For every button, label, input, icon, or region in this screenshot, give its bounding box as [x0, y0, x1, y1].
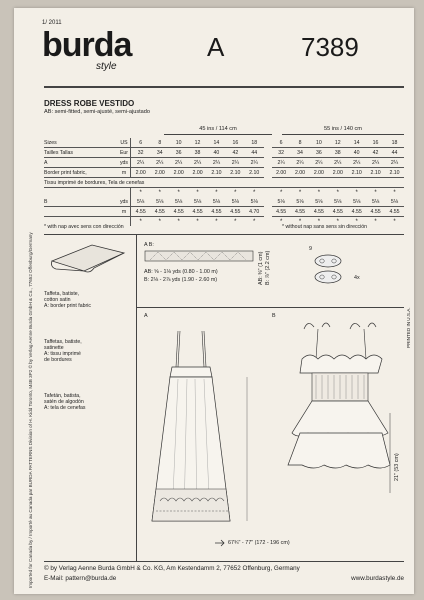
- burda-logo: burda: [42, 26, 132, 64]
- value-cell: 5⅛: [169, 197, 188, 207]
- value-cell: 2.00: [188, 168, 207, 178]
- value-cell: 40: [207, 148, 226, 158]
- nap-star: *: [336, 218, 339, 225]
- pattern-number: 7389: [301, 32, 359, 62]
- tape-length-ab: AB: ⅝ - 1⅛ yds (0.80 - 1.00 m): [144, 269, 218, 275]
- import-notice: Imported for Canada by / Importé au Canada par BURDA PATTERNS Division of H. Kidd Toronto, M4B 3P2 © by Verlag Aenne Burda GmbH & Co., 77652 Offenburg/Germany: [28, 232, 33, 588]
- value-cell: 5⅛: [328, 197, 347, 207]
- view-a-label: A: [144, 313, 148, 319]
- fabric-bolt-icon: [48, 241, 128, 277]
- value-cell: 4.55: [309, 207, 328, 217]
- tape-width-labels: AB: ⅜" (1 cm) B: ⅞" (2.2 cm): [258, 250, 271, 285]
- value-cell: 4.55: [226, 207, 245, 217]
- value-cell: 5⅛: [366, 197, 385, 207]
- value-cell: 36: [169, 148, 188, 158]
- value-cell: 2.00: [328, 168, 347, 178]
- value-cell: 4.55: [385, 207, 404, 217]
- spacer: [264, 168, 272, 178]
- spacer: [264, 207, 272, 217]
- value-cell: 2¼: [385, 158, 404, 168]
- value-cell: 10: [169, 138, 188, 148]
- value-cell: 2¼: [366, 158, 385, 168]
- yardage-row-a: [44, 158, 404, 168]
- value-cell: 2.10: [385, 168, 404, 178]
- size-row-eur: [44, 148, 404, 158]
- unit-label: yds: [118, 197, 131, 207]
- value-cell: 5⅛: [131, 197, 151, 207]
- value-cell: 2¼: [291, 158, 310, 168]
- value-cell: 34: [150, 148, 169, 158]
- nap-star: *: [196, 189, 199, 196]
- value-cell: 42: [366, 148, 385, 158]
- spacer: [264, 158, 272, 168]
- fabric-note: Border print fabric,: [44, 168, 118, 178]
- value-cell: 2.00: [272, 168, 291, 178]
- yardage-row-b: [44, 197, 404, 207]
- unit-label: yds: [118, 158, 131, 168]
- nap-star: *: [298, 218, 302, 225]
- snap-count: 4x: [354, 275, 360, 281]
- value-cell: 5⅛: [291, 197, 310, 207]
- fabric-note: [44, 207, 118, 217]
- nap-star: *: [279, 218, 283, 225]
- value-cell: 36: [309, 148, 328, 158]
- value-cell: 4.55: [328, 207, 347, 217]
- value-cell: 5⅛: [188, 197, 207, 207]
- view-b-label: B: [272, 313, 276, 319]
- value-cell: 5⅛: [272, 197, 291, 207]
- issue-date: 1/ 2011: [42, 20, 62, 26]
- fabric-note: Tissu imprimé de bordures, Tela de cenefas: [44, 178, 404, 188]
- garment-title: DRESS ROBE VESTIDO: [44, 99, 135, 108]
- value-cell: 5⅛: [207, 197, 226, 207]
- printed-in-notice: PRINTED IN U.S.A.: [406, 307, 411, 348]
- value-cell: 18: [385, 138, 404, 148]
- value-cell: 44: [245, 148, 264, 158]
- unit-label: Eur: [118, 148, 131, 158]
- nap-star: *: [253, 218, 256, 225]
- pattern-envelope-back: [14, 8, 414, 594]
- spacer: [264, 138, 272, 148]
- value-cell: 2.00: [309, 168, 328, 178]
- value-cell: 8: [150, 138, 169, 148]
- nap-star: *: [215, 189, 218, 196]
- value-cell: 2.00: [291, 168, 310, 178]
- meters-row-b: [44, 207, 404, 217]
- contact-email: E-Mail: pattern@burda.de: [44, 575, 117, 582]
- value-cell: 2¼: [131, 158, 151, 168]
- nap-star: *: [158, 189, 161, 196]
- illustration-frame: [44, 234, 404, 562]
- value-cell: 5⅛: [226, 197, 245, 207]
- length-arrow-icon: [214, 537, 228, 549]
- value-cell: 32: [272, 148, 291, 158]
- value-cell: 2.10: [226, 168, 245, 178]
- nap-star: *: [158, 218, 161, 225]
- sizes-label: Sizes: [44, 138, 118, 148]
- sizes-label-fr-es: Tailles Tallas: [44, 148, 118, 158]
- nap-star: *: [374, 189, 377, 196]
- nap-star: *: [253, 189, 256, 196]
- value-cell: 4.55: [131, 207, 151, 217]
- header-rule: [44, 86, 404, 88]
- view-a-length: 67¾" - 77" (172 - 196 cm): [228, 540, 290, 546]
- fabric-width-55: 55 ins / 140 cm: [282, 126, 404, 135]
- value-cell: 5⅛: [347, 197, 366, 207]
- nap-star: *: [215, 218, 218, 225]
- view-label: B: [44, 197, 118, 207]
- view-letter: A: [207, 32, 225, 62]
- copyright-line: © by Verlag Aenne Burda GmbH & Co. KG, Am Kestendamm 2, 77652 Offenburg, Germany: [44, 565, 300, 572]
- nap-star: *: [139, 218, 142, 225]
- value-cell: 5⅛: [309, 197, 328, 207]
- value-cell: 18: [245, 138, 264, 148]
- value-cell: 2¼: [207, 158, 226, 168]
- fabric-suggestion-fr: Taffetas, batiste, satinette A: tissu imprimé de bordures: [44, 339, 82, 363]
- fabric-suggestion-en: Taffeta, batiste, cotton satin A: border print fabric: [44, 291, 91, 309]
- value-cell: 14: [207, 138, 226, 148]
- spacer: [264, 188, 272, 198]
- nap-star: *: [196, 218, 199, 225]
- dress-view-a-illustration: [142, 315, 274, 547]
- value-cell: 4.55: [291, 207, 310, 217]
- value-cell: 6: [131, 138, 151, 148]
- unit-label: m: [118, 207, 131, 217]
- spacer: [118, 188, 131, 198]
- value-cell: 4.55: [207, 207, 226, 217]
- value-cell: 2.10: [366, 168, 385, 178]
- value-cell: 2.00: [150, 168, 169, 178]
- value-cell: 34: [291, 148, 310, 158]
- value-cell: 12: [188, 138, 207, 148]
- fabric-width-45: 45 ins / 114 cm: [164, 126, 272, 135]
- fabric-note-row: [44, 178, 404, 188]
- value-cell: 14: [347, 138, 366, 148]
- website: www.burdastyle.de: [351, 575, 404, 582]
- value-cell: 32: [131, 148, 151, 158]
- value-cell: 6: [272, 138, 291, 148]
- value-cell: 2¼: [328, 158, 347, 168]
- value-cell: 2¼: [226, 158, 245, 168]
- nap-star: *: [374, 218, 377, 225]
- size-row-us: [44, 138, 404, 148]
- snap-fastener-icon: [312, 253, 344, 285]
- nap-star: *: [317, 218, 321, 225]
- value-cell: 2.10: [207, 168, 226, 178]
- value-cell: 10: [309, 138, 328, 148]
- view-label: A: [44, 158, 118, 168]
- meters-row-a: [44, 168, 404, 178]
- value-cell: 40: [347, 148, 366, 158]
- value-cell: 2¼: [188, 158, 207, 168]
- nap-star: *: [279, 189, 283, 196]
- bias-tape-icon: [144, 249, 254, 263]
- value-cell: 8: [291, 138, 310, 148]
- nap-star: *: [336, 189, 339, 196]
- value-cell: 5⅛: [150, 197, 169, 207]
- nap-star: *: [393, 189, 396, 196]
- value-cell: 4.55: [347, 207, 366, 217]
- unit-label: US: [118, 138, 131, 148]
- garment-subtitle: AB: semi-fitted, semi-ajusté, semi-ajustado: [44, 109, 151, 115]
- value-cell: 2¼: [347, 158, 366, 168]
- value-cell: 38: [188, 148, 207, 158]
- nap-star: *: [355, 189, 358, 196]
- value-cell: 42: [226, 148, 245, 158]
- spacer: [44, 188, 118, 198]
- value-cell: 2¼: [245, 158, 264, 168]
- value-cell: 4.55: [272, 207, 291, 217]
- nap-star: *: [393, 218, 396, 225]
- value-cell: 16: [366, 138, 385, 148]
- nap-star: *: [177, 218, 180, 225]
- value-cell: 2¼: [169, 158, 188, 168]
- burda-logo-sub: style: [96, 61, 117, 72]
- size-yardage-table: [44, 138, 404, 226]
- value-cell: 4.70: [245, 207, 264, 217]
- value-cell: 4.55: [150, 207, 169, 217]
- nap-star: *: [234, 218, 237, 225]
- nap-star: *: [139, 189, 142, 196]
- with-nap-note: * with nap avec sens con dirección: [44, 224, 124, 230]
- spacer: [264, 197, 272, 207]
- view-b-length: 21" (53 cm): [394, 453, 400, 481]
- nap-stars-row: [44, 188, 404, 198]
- dress-view-b-illustration: [272, 315, 402, 475]
- spacer: [264, 217, 272, 227]
- value-cell: 16: [226, 138, 245, 148]
- nap-star: *: [298, 189, 302, 196]
- nap-star: *: [355, 218, 358, 225]
- value-cell: 4.55: [366, 207, 385, 217]
- value-cell: 44: [385, 148, 404, 158]
- value-cell: 5⅛: [385, 197, 404, 207]
- spacer: [264, 148, 272, 158]
- value-cell: 2¼: [309, 158, 328, 168]
- nap-star: *: [317, 189, 321, 196]
- value-cell: 2.00: [131, 168, 151, 178]
- value-cell: 2¼: [150, 158, 169, 168]
- notions-label: A B:: [144, 242, 154, 248]
- tape-length-b: B: 2⅛ - 2⅞ yds (1.90 - 2.60 m): [144, 277, 218, 283]
- without-nap-note: * without nap sans sens sin dirección: [282, 224, 368, 230]
- value-cell: 12: [328, 138, 347, 148]
- nap-star: *: [177, 189, 180, 196]
- value-cell: 4.55: [169, 207, 188, 217]
- value-cell: 2.10: [347, 168, 366, 178]
- value-cell: 38: [328, 148, 347, 158]
- value-cell: 2¼: [272, 158, 291, 168]
- fabric-suggestion-es: Tafetán, batista, satén de algodón A: tela de cenefas: [44, 393, 86, 411]
- value-cell: 5⅛: [245, 197, 264, 207]
- value-cell: 2.10: [245, 168, 264, 178]
- unit-label: m: [118, 168, 131, 178]
- snap-size: 9: [309, 246, 312, 252]
- value-cell: 4.55: [188, 207, 207, 217]
- value-cell: 2.00: [169, 168, 188, 178]
- nap-star: *: [234, 189, 237, 196]
